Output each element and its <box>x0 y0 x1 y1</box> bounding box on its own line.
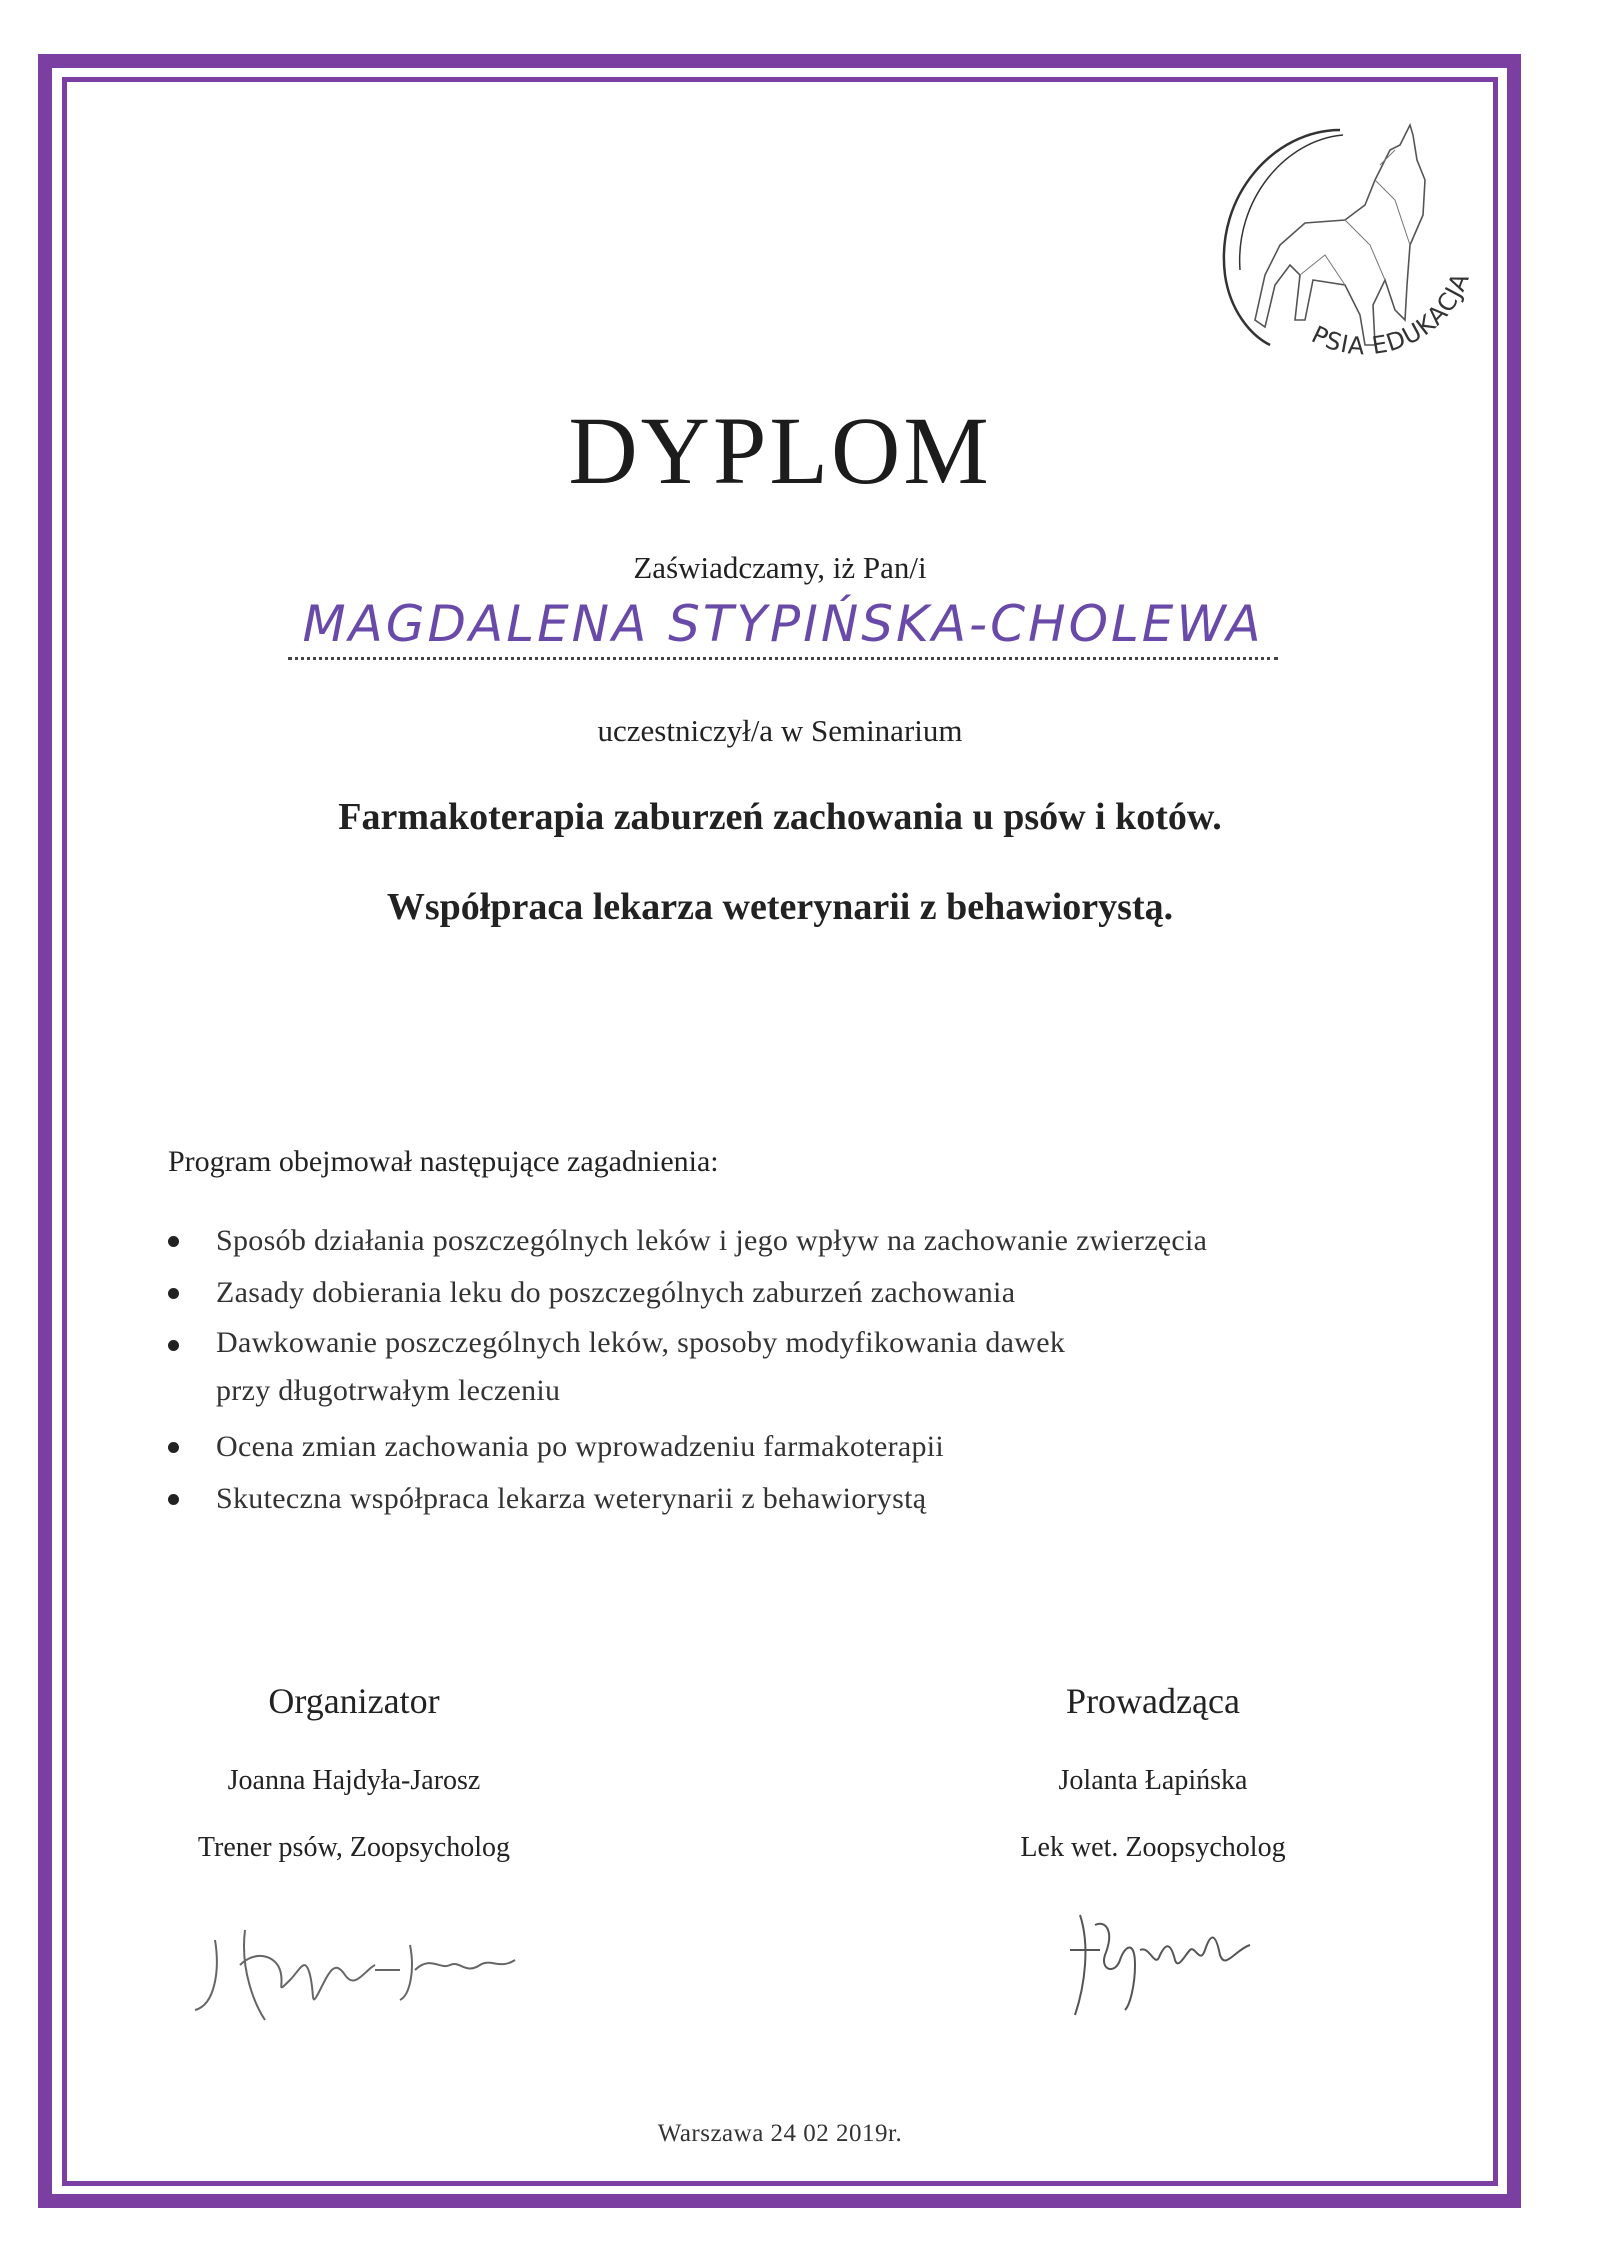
lecturer-title: Lek wet. Zoopsycholog <box>1020 1832 1286 1863</box>
program-item <box>168 1473 1418 1525</box>
program-item <box>168 1421 1418 1473</box>
program-item-text: Ocena zmian zachowania po wprowadzeniu farmakoterapii <box>216 1430 945 1463</box>
participated-text: uczestniczył/a w Seminarium <box>597 713 963 748</box>
program-item <box>168 1215 1418 1267</box>
document-title: DYPLOM <box>568 397 992 504</box>
howling-wolf-icon <box>1195 105 1485 385</box>
bullet-icon <box>168 1442 179 1453</box>
program-list <box>168 1215 1418 1525</box>
logo-text: PSIA EDUKACJA <box>1307 268 1475 361</box>
bullet-icon <box>168 1288 179 1299</box>
lecturer-signature <box>1060 1895 1260 2025</box>
program-heading: Program obejmował następujące zagadnienia: <box>168 1145 719 1178</box>
program-item <box>168 1319 1418 1415</box>
name-dotted-line <box>288 657 1278 660</box>
program-item <box>168 1267 1418 1319</box>
participant-name-field <box>288 595 1278 665</box>
program-item-text: Skuteczna współpraca lekarza weterynarii z behawiorystą <box>216 1482 927 1515</box>
organizer-signature <box>185 1910 525 2030</box>
participant-name: MAGDALENA STYPIŃSKA-CHOLEWA <box>302 595 1264 653</box>
program-item-text: Zasady dobierania leku do poszczególnych zaburzeń zachowania <box>216 1276 1016 1309</box>
lecturer-name: Jolanta Łapińska <box>1058 1765 1248 1796</box>
svg-text:PSIA EDUKACJA <box>1307 268 1475 360</box>
organizer-name: Joanna Hajdyła-Jarosz <box>227 1765 481 1796</box>
bullet-icon <box>168 1236 179 1247</box>
lecturer-role: Prowadząca <box>1066 1681 1240 1721</box>
program-item-text: Dawkowanie poszczególnych leków, sposoby modyfikowania dawek przy długotrwałym leczeniu <box>216 1326 1066 1407</box>
organizer-title: Trener psów, Zoopsycholog <box>197 1832 511 1863</box>
psia-edukacja-logo <box>1195 105 1485 385</box>
certify-text: Zaświadczamy, iż Pan/i <box>633 550 927 585</box>
seminar-title-line-2: Współpraca lekarza weterynarii z behawiorystą. <box>386 886 1174 928</box>
seminar-title-line-1: Farmakoterapia zaburzeń zachowania u psów i kotów. <box>338 796 1222 838</box>
bullet-icon <box>168 1494 179 1505</box>
inner-frame <box>62 77 1498 2186</box>
organizer-role: Organizator <box>268 1681 440 1721</box>
bullet-icon <box>168 1340 179 1351</box>
program-item-text: Sposób działania poszczególnych leków i jego wpływ na zachowanie zwierzęcia <box>216 1224 1208 1257</box>
place-date: Warszawa 24 02 2019r. <box>657 2120 903 2147</box>
